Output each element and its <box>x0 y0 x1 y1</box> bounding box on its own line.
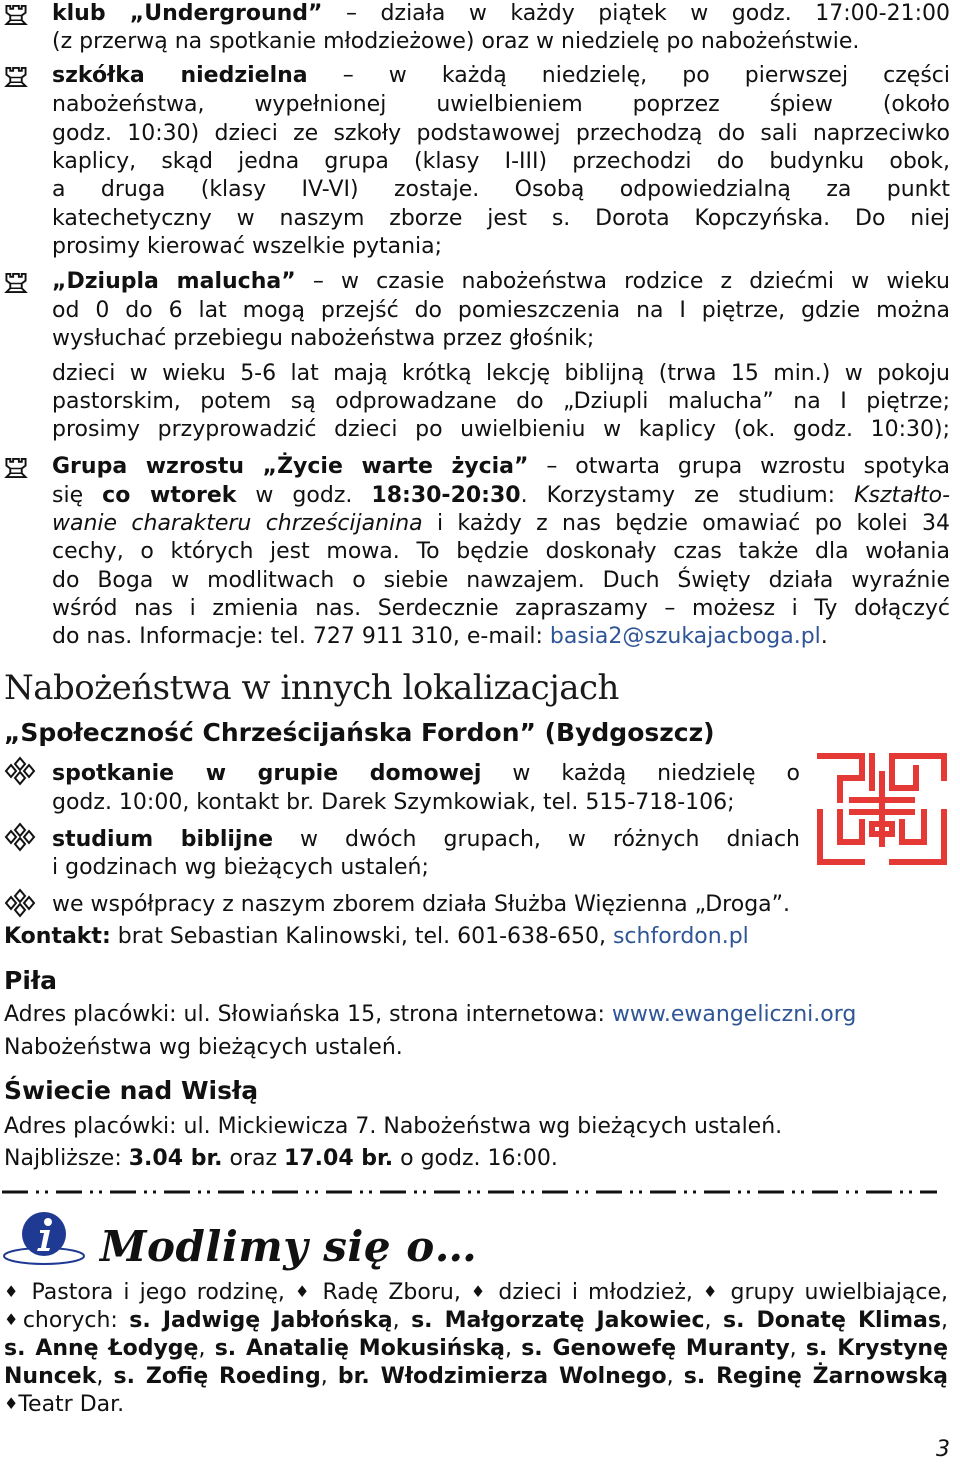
fordon-item2-line2: i godzinach wg bieżących ustaleń; <box>52 855 429 880</box>
prayer-line2: ♦chorych: s. Jadwigę Jabłońską, s. Małgorzatę Jakowiec, s. Donatę Klimas, <box>4 1308 948 1333</box>
school-line2: nabożeństwa, wypełnionej uwielbieniem poprzez śpiew (około <box>52 92 950 117</box>
fordon-item1-line2: godz. 10:00, kontakt br. Darek Szymkowiak, tel. 515-718-106; <box>52 790 735 815</box>
prayer-title: Modlimy się o… <box>100 1222 478 1271</box>
growth-line1: Grupa wzrostu „Życie warte życia” – otwarta grupa wzrostu spotyka <box>52 454 950 479</box>
diamond-bullet-icon: ♦ <box>470 1282 489 1301</box>
nest-line2: od 0 do 6 lat mogą przejść do pomieszczenia na I piętrze, gdzie można <box>52 298 950 323</box>
pila-address: Adres placówki: ul. Słowiańska 15, strona internetowa: www.ewangeliczni.org <box>4 1002 857 1027</box>
fordon-link[interactable]: schfordon.pl <box>612 924 749 949</box>
diamond-bullet-icon: ♦ <box>4 1282 22 1301</box>
fordon-heading: „Społeczność Chrześcijańska Fordon” (Bydgoszcz) <box>4 718 715 747</box>
pila-website-link[interactable]: www.ewangeliczni.org <box>611 1002 857 1027</box>
page-number: 3 <box>936 1437 950 1462</box>
four-diamond-bullet-icon <box>2 888 38 918</box>
swiecie-heading: Świecie nad Wisłą <box>4 1076 259 1105</box>
growth-line2: się co wtorek w godz. 18:30-20:30. Korzystamy ze studium: Kształto- <box>52 483 951 508</box>
fordon-item1-line1: spotkanie w grupie domowej w każdą niedzielę o <box>52 761 800 786</box>
section-title: Nabożeństwa w innych lokalizacjach <box>4 668 619 708</box>
four-diamond-bullet-icon <box>2 756 38 786</box>
info-icon <box>2 1208 92 1266</box>
church-logo <box>812 748 952 870</box>
nest-para2-line3: prosimy przyprowadzić dzieci po uwielbieniu w kaplicy (ok. godz. 10:30); <box>52 417 950 442</box>
growth-line5: do Boga w modlitwach o siebie nawzajem. Duch Święty działa wyraźnie <box>52 568 950 593</box>
diamond-bullet-icon: ♦ <box>4 1394 19 1413</box>
prayer-line5: ♦Teatr Dar. <box>4 1392 125 1417</box>
email-link[interactable]: basia2@szukajacboga.pl <box>549 624 821 649</box>
prayer-line1: ♦ Pastora i jego rodzinę, ♦ Radę Zboru, ♦ dzieci i młodzież, ♦ grupy uwielbiające, <box>4 1280 948 1305</box>
castle-bullet-icon <box>4 272 28 294</box>
fordon-item3: we współpracy z naszym zborem działa Służba Więzienna „Droga”. <box>52 892 791 917</box>
castle-bullet-icon <box>4 66 28 88</box>
school-line6: katechetyczny w naszym zborze jest s. Dorota Kopczyńska. Do niej <box>52 206 950 231</box>
fordon-contact: Kontakt: brat Sebastian Kalinowski, tel. 601-638-650, schfordon.pl <box>4 924 749 949</box>
growth-line3: wanie charakteru chrześcijanina i każdy z nas będzie omawiać po kolei 34 <box>52 511 950 536</box>
growth-line7: do nas. Informacje: tel. 727 911 310, e-mail: basia2@szukajacboga.pl. <box>52 624 828 649</box>
castle-bullet-icon <box>4 4 28 26</box>
nest-para2-line1: dzieci w wieku 5-6 lat mają krótką lekcję biblijną (trwa 15 min.) w pokoju <box>52 361 950 386</box>
school-line1: szkółka niedzielna – w każdą niedzielę, po pierwszej części <box>52 63 951 88</box>
diamond-bullet-icon: ♦ <box>702 1282 721 1301</box>
nest-line3: wysłuchać przebiegu nabożeństwa przez głośnik; <box>52 326 595 351</box>
swiecie-address: Adres placówki: ul. Mickiewicza 7. Nabożeństwa wg bieżących ustaleń. <box>4 1114 783 1139</box>
school-line5: a druga (klasy IV-VI) zostaje. Osobą odpowiedzialną za punkt <box>52 177 950 202</box>
four-diamond-bullet-icon <box>2 822 38 852</box>
club-item-line1: klub „Underground” – działa w każdy piątek w godz. 17:00-21:00 <box>52 1 950 26</box>
separator-line <box>2 1180 937 1200</box>
nest-line1: „Dziupla malucha” – w czasie nabożeństwa rodzice z dziećmi w wieku <box>52 269 950 294</box>
growth-line6: wśród nas i zmienia nas. Serdecznie zapraszamy – możesz i Ty dołączyć <box>52 596 950 621</box>
school-line4: kaplicy, skąd jedna grupa (klasy I-III) przechodzi do budynku obok, <box>52 149 950 174</box>
fordon-item2-line1: studium biblijne w dwóch grupach, w różnych dniach <box>52 827 800 852</box>
prayer-line3: s. Annę Łodygę, s. Anatalię Mokusińską, s. Genowefę Muranty, s. Krystynę <box>4 1336 948 1361</box>
club-item-line2: (z przerwą na spotkanie młodzieżowe) oraz w niedzielę po nabożeństwie. <box>52 29 860 54</box>
diamond-bullet-icon: ♦ <box>4 1310 23 1329</box>
growth-line4: cechy, o których jest mowa. To będzie doskonały czas także dla wołania <box>52 539 950 564</box>
diamond-bullet-icon: ♦ <box>294 1282 313 1301</box>
pila-services: Nabożeństwa wg bieżących ustaleń. <box>4 1035 403 1060</box>
swiecie-next: Najbliższe: 3.04 br. oraz 17.04 br. o godz. 16:00. <box>4 1146 558 1171</box>
nest-para2-line2: pastorskim, potem są odprowadzane do „Dziupli malucha” na I piętrze; <box>52 389 950 414</box>
school-line7: prosimy kierować wszelkie pytania; <box>52 234 443 259</box>
castle-bullet-icon <box>4 457 28 479</box>
pila-heading: Piła <box>4 966 58 995</box>
prayer-line4: Nuncek, s. Zofię Roeding, br. Włodzimierza Wolnego, s. Reginę Żarnowską <box>4 1364 948 1389</box>
school-line3: godz. 10:30) dzieci ze szkoły podstawowej przechodzą do sali naprzeciwko <box>52 121 950 146</box>
